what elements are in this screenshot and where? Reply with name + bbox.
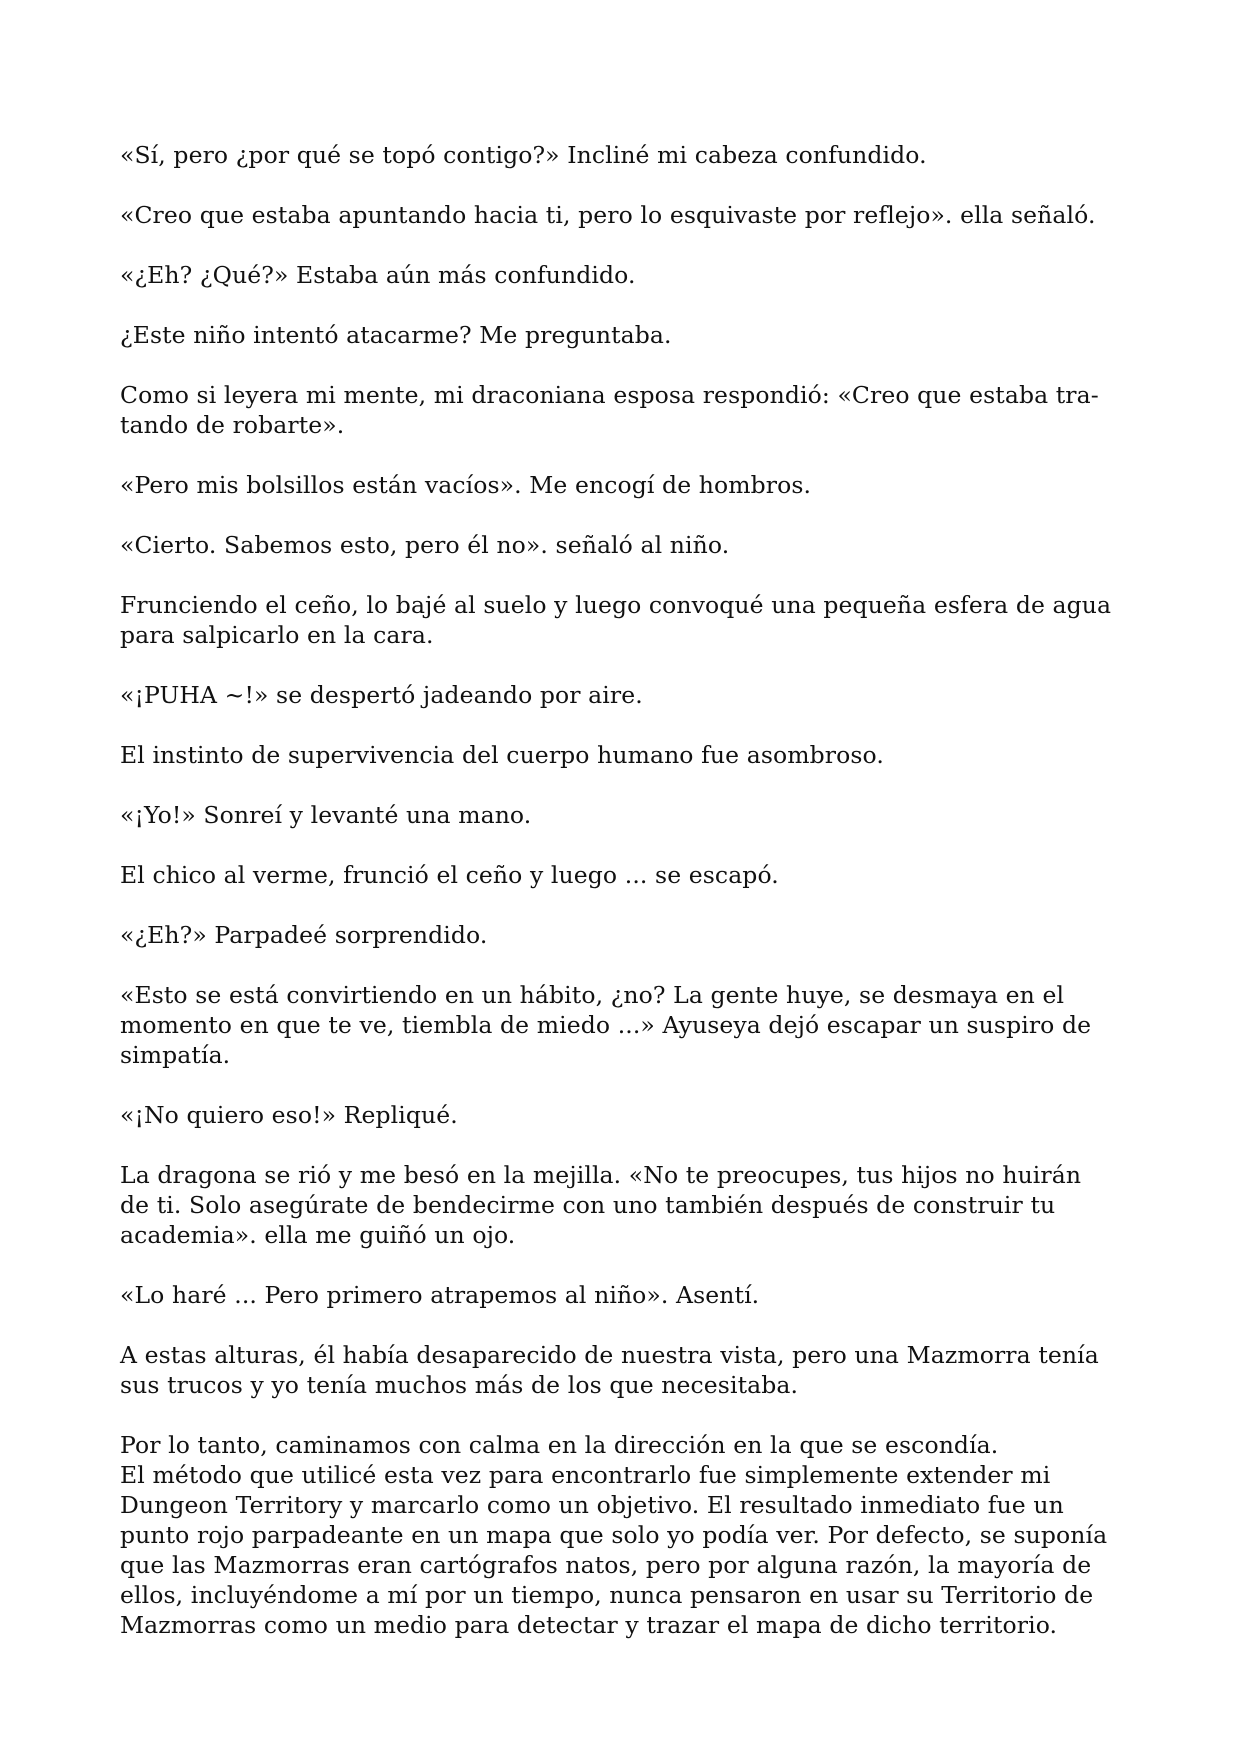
paragraph: El método que utilicé esta vez para encontrarlo fue simplemente extender mi Dungeon Territory y marcarlo como un objetivo. El resultado inmediato fue un punto rojo parpadeante en un mapa que solo yo podía ver. Por defecto, se suponía que las Mazmorras eran cartógrafos natos, pero por alguna razón, la mayoría de ellos, incluyéndome a mí por un tiempo, nunca pensaron en usar su Territorio de Mazmorras como un medio para detectar y trazar el mapa de dicho territorio.	[120, 1461, 1108, 1639]
paragraph: «¿Eh?» Parpadeé sorprendido.	[120, 921, 488, 949]
paragraph: «Creo que estaba apuntando hacia ti, pero lo esquivaste por reflejo». ella señaló.	[120, 201, 1096, 229]
paragraph: «Sí, pero ¿por qué se topó contigo?» Incliné mi cabeza confundido.	[120, 141, 927, 169]
document-body	[120, 140, 1125, 1640]
paragraph: «Cierto. Sabemos esto, pero él no». señaló al niño.	[120, 531, 730, 559]
paragraph: El chico al verme, frunció el ceño y luego ... se escapó.	[120, 861, 779, 889]
paragraph: El instinto de supervivencia del cuerpo humano fue asombroso.	[120, 741, 884, 769]
paragraph: «¡Yo!» Sonreí y levanté una mano.	[120, 801, 532, 829]
paragraph: Como si leyera mi mente, mi draconiana esposa respondió: «Creo que estaba tra- tando de robarte».	[120, 381, 1099, 439]
paragraph: «Esto se está convirtiendo en un hábito, ¿no? La gente huye, se desmaya en el momento en que te ve, tiembla de miedo ...» Ayuseya dejó escapar un suspiro de simpatía.	[120, 981, 1092, 1069]
paragraph: ¿Este niño intentó atacarme? Me preguntaba.	[120, 321, 672, 349]
paragraph: «Pero mis bolsillos están vacíos». Me encogí de hombros.	[120, 471, 812, 499]
paragraph: Frunciendo el ceño, lo bajé al suelo y luego convoqué una pequeña esfera de agua para salpicarlo en la cara.	[120, 591, 1112, 649]
paragraph: A estas alturas, él había desaparecido de nuestra vista, pero una Mazmorra tenía sus trucos y yo tenía muchos más de los que necesitaba.	[120, 1341, 1099, 1399]
paragraph: «¿Eh? ¿Qué?» Estaba aún más confundido.	[120, 261, 636, 289]
paragraph: «Lo haré ... Pero primero atrapemos al niño». Asentí.	[120, 1281, 760, 1309]
paragraph: Por lo tanto, caminamos con calma en la dirección en la que se escondía.	[120, 1431, 999, 1459]
paragraph: «¡No quiero eso!» Repliqué.	[120, 1101, 458, 1129]
paragraph: La dragona se rió y me besó en la mejilla. «No te preocupes, tus hijos no huirán de ti. Solo asegúrate de bendecirme con uno también después de construir tu academia». ella me guiñó un ojo.	[120, 1161, 1082, 1249]
paragraph: «¡PUHA ~!» se despertó jadeando por aire.	[120, 681, 643, 709]
